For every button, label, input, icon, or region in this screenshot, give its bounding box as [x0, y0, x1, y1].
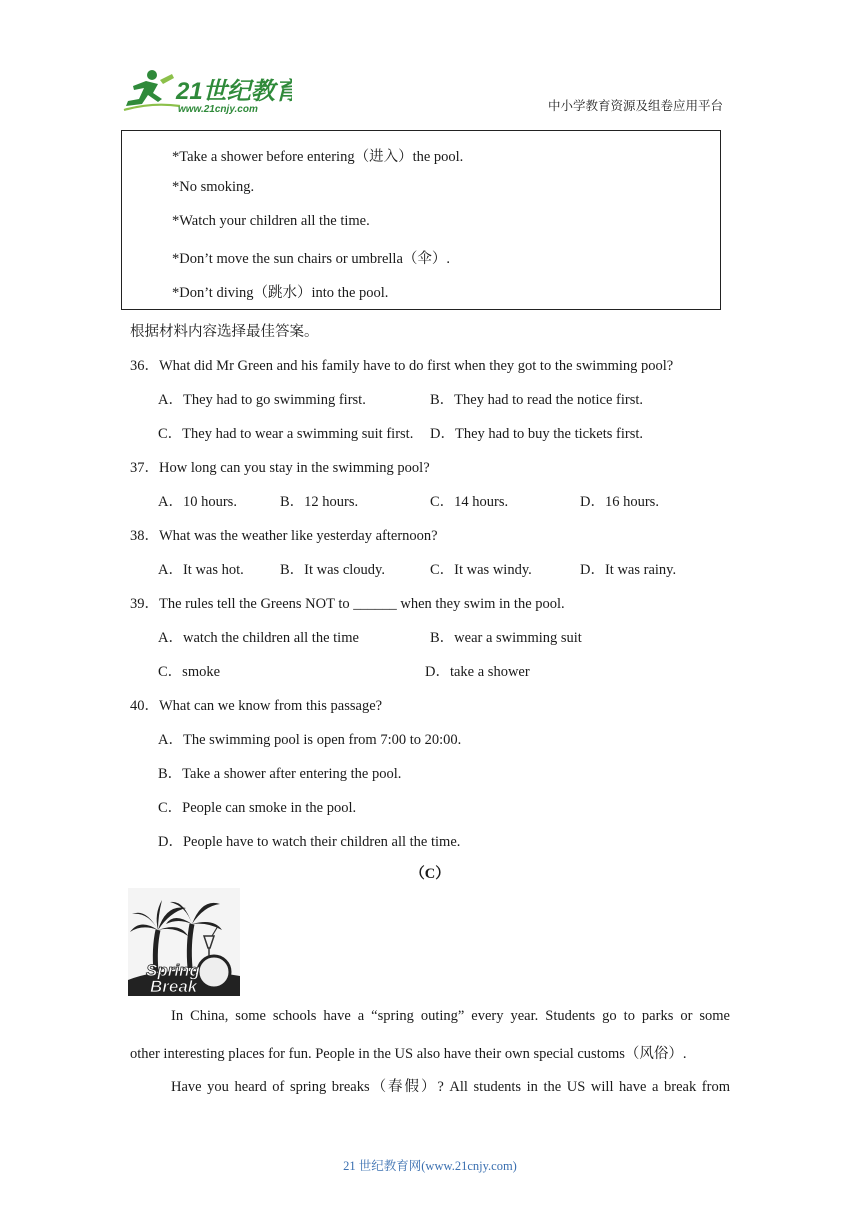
passage-line: In China, some schools have a “spring outing” every year. Students go to parks or some	[171, 1008, 730, 1024]
section-c-label: （C）	[410, 866, 450, 882]
question-39-option-d[interactable]: D．take a shower	[425, 664, 530, 680]
question-38-stem: 38．What was the weather like yesterday afternoon?	[130, 528, 438, 544]
question-37-option-d[interactable]: D．16 hours.	[580, 494, 659, 510]
passage-line: Have you heard of spring breaks（春假）? All students in the US will have a break from	[171, 1079, 730, 1095]
site-logo	[122, 66, 292, 118]
question-38-option-c[interactable]: C．It was windy.	[430, 562, 532, 578]
question-37-option-c[interactable]: C．14 hours.	[430, 494, 509, 510]
rule-item: *Don’t diving（跳水）into the pool.	[172, 285, 389, 301]
question-39-option-a[interactable]: A．watch the children all the time	[158, 630, 359, 646]
passage-line: other interesting places for fun. People in the US also have their own special customs（风俗）.	[130, 1046, 687, 1062]
question-40-stem: 40．What can we know from this passage?	[130, 698, 383, 714]
question-37-option-a[interactable]: A．10 hours.	[158, 494, 237, 510]
question-38-option-b[interactable]: B．It was cloudy.	[280, 562, 385, 578]
question-36-stem: 36．What did Mr Green and his family have to do first when they got to the swimming pool?	[130, 358, 674, 374]
instruction-text: 根据材料内容选择最佳答案。	[130, 324, 319, 340]
question-39-option-b[interactable]: B．wear a swimming suit	[430, 630, 582, 646]
question-40-option-c[interactable]: C．People can smoke in the pool.	[158, 800, 357, 816]
question-36-option-b[interactable]: B．They had to read the notice first.	[430, 392, 644, 408]
question-40-option-d[interactable]: D．People have to watch their children all the time.	[158, 834, 461, 850]
pool-rules-box	[121, 130, 721, 310]
question-37-option-b[interactable]: B．12 hours.	[280, 494, 359, 510]
rule-item: *Watch your children all the time.	[172, 213, 370, 229]
spring-break-image	[128, 888, 240, 996]
rule-item: *Take a shower before entering（进入）the pool.	[172, 149, 464, 165]
image-word-spring: Spring	[146, 961, 200, 980]
image-word-break: Break	[150, 977, 198, 996]
question-40-option-b[interactable]: B．Take a shower after entering the pool.	[158, 766, 402, 782]
rule-item: *No smoking.	[172, 179, 255, 195]
question-39-option-c[interactable]: C．smoke	[158, 664, 221, 680]
question-40-option-a[interactable]: A．The swimming pool is open from 7:00 to 20:00.	[158, 732, 462, 748]
question-39-stem: 39．The rules tell the Greens NOT to ______ when they swim in the pool.	[130, 596, 565, 612]
question-38-option-a[interactable]: A．It was hot.	[158, 562, 244, 578]
rule-item: *Don’t move the sun chairs or umbrella（伞）.	[172, 251, 450, 267]
question-36-option-a[interactable]: A．They had to go swimming first.	[158, 392, 366, 408]
footer-link-text: 21 世纪教育网(www.21cnjy.com)	[343, 1159, 517, 1173]
logo-url-text: www.21cnjy.com	[178, 104, 258, 115]
question-36-option-d[interactable]: D．They had to buy the tickets first.	[430, 426, 644, 442]
logo-text: 21世纪教育	[176, 78, 292, 105]
question-38-option-d[interactable]: D．It was rainy.	[580, 562, 677, 578]
question-36-option-c[interactable]: C．They had to wear a swimming suit first.	[158, 426, 414, 442]
platform-tagline: 中小学教育资源及组卷应用平台	[548, 99, 724, 113]
question-37-stem: 37．How long can you stay in the swimming pool?	[130, 460, 430, 476]
